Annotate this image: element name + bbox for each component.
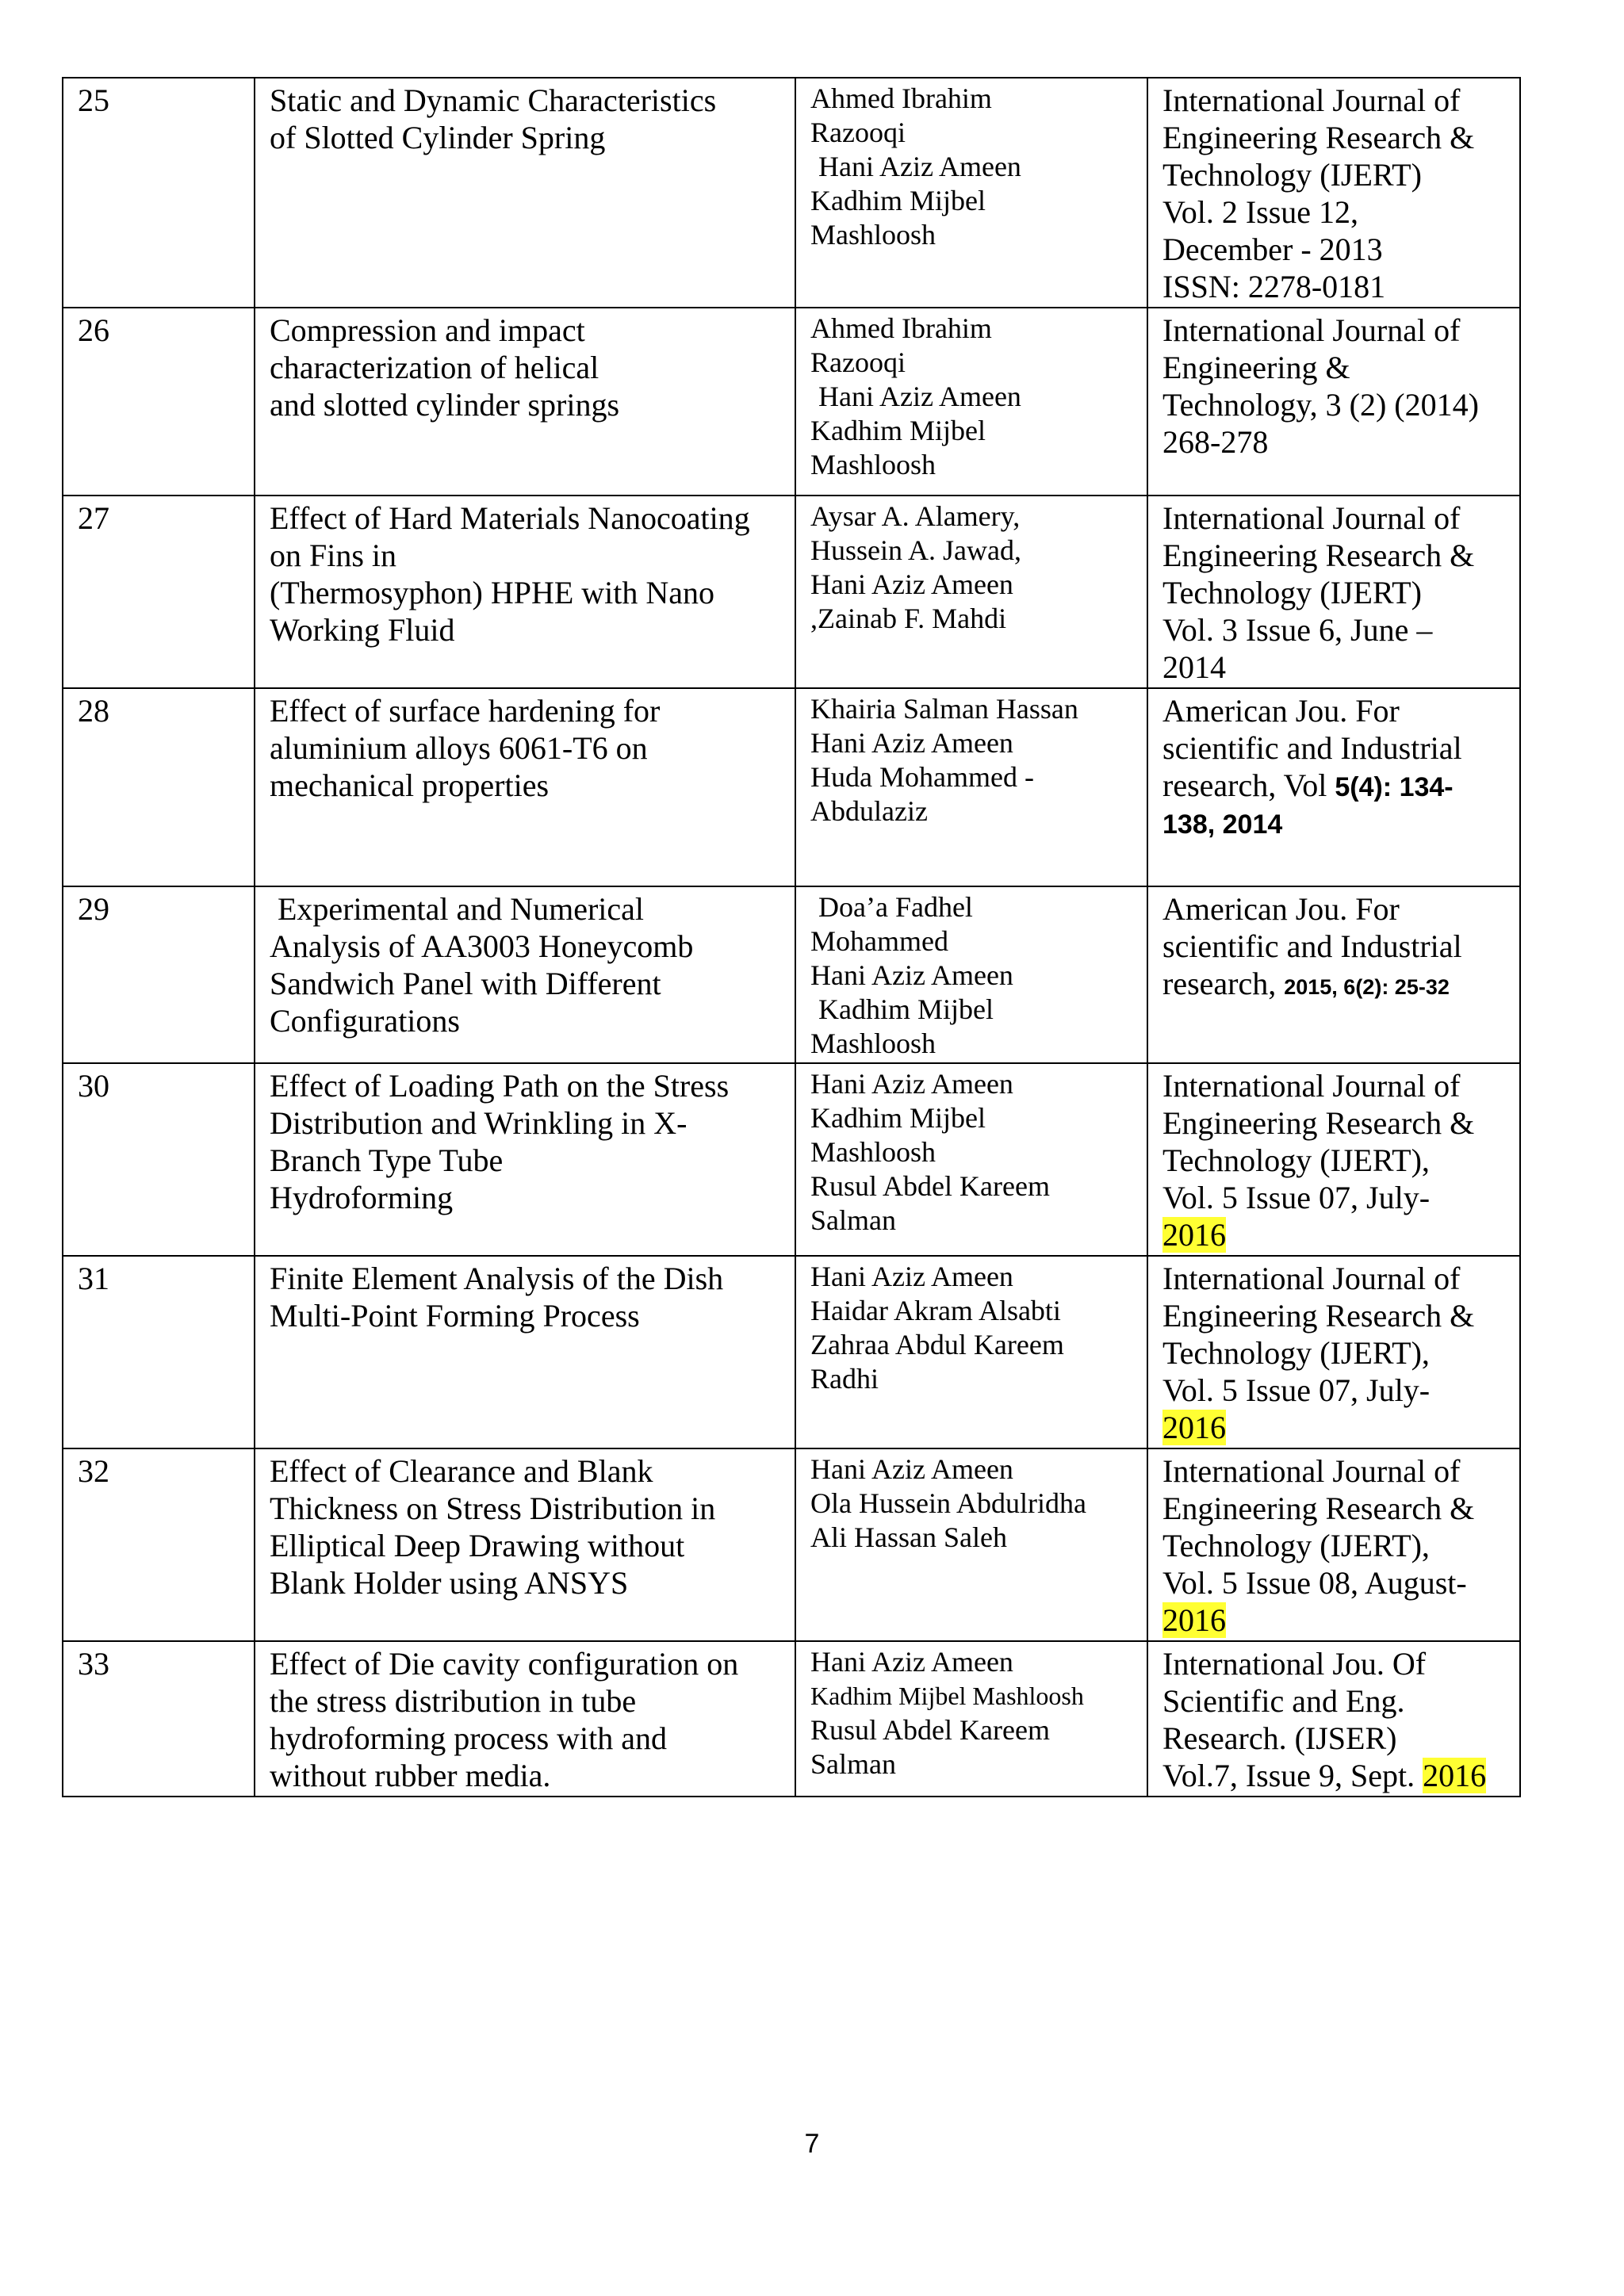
paper-title: Effect of Clearance and Blank Thickness on Stress Distribution in Elliptical Deep Drawing without Blank Holder using ANSYS bbox=[255, 1448, 795, 1641]
row-number: 25 bbox=[63, 78, 255, 308]
paper-authors: Khairia Salman Hassan Hani Aziz Ameen Huda Mohammed - Abdulaziz bbox=[795, 688, 1147, 886]
journal-info: International Journal of Engineering Research & Technology (IJERT) Vol. 2 Issue 12, December - 2013 ISSN: 2278-0181 bbox=[1147, 78, 1520, 308]
year-highlight: 2016 bbox=[1162, 1602, 1226, 1638]
paper-authors: Ahmed Ibrahim Razooqi Hani Aziz Ameen Kadhim Mijbel Mashloosh bbox=[795, 308, 1147, 496]
table-row bbox=[63, 886, 1520, 1063]
journal-info: International Journal of Engineering & Technology, 3 (2) (2014) 268-278 bbox=[1147, 308, 1520, 496]
paper-authors: Ahmed Ibrahim Razooqi Hani Aziz Ameen Kadhim Mijbel Mashloosh bbox=[795, 78, 1147, 308]
journal-info: International Journal of Engineering Research & Technology (IJERT), Vol. 5 Issue 07, July- 2016 bbox=[1147, 1063, 1520, 1256]
journal-info: International Jou. Of Scientific and Eng. Research. (IJSER) Vol.7, Issue 9, Sept. 2016 bbox=[1147, 1641, 1520, 1797]
row-number: 28 bbox=[63, 688, 255, 886]
table-row bbox=[63, 688, 1520, 886]
paper-authors: Hani Aziz Ameen Ola Hussein Abdulridha Ali Hassan Saleh bbox=[795, 1448, 1147, 1641]
paper-authors: Doa’a Fadhel Mohammed Hani Aziz Ameen Kadhim Mijbel Mashloosh bbox=[795, 886, 1147, 1063]
table-row bbox=[63, 1256, 1520, 1448]
paper-title: Effect of Hard Materials Nanocoating on Fins in (Thermosyphon) HPHE with Nano Working Fluid bbox=[255, 496, 795, 688]
journal-info: International Journal of Engineering Research & Technology (IJERT), Vol. 5 Issue 07, July- 2016 bbox=[1147, 1256, 1520, 1448]
page-number: 7 bbox=[804, 2129, 820, 2159]
paper-title: Compression and impact characterization of helical and slotted cylinder springs bbox=[255, 308, 795, 496]
paper-title: Effect of surface hardening for aluminium alloys 6061-T6 on mechanical properties bbox=[255, 688, 795, 886]
year-highlight: 2016 bbox=[1423, 1758, 1487, 1793]
paper-title: Effect of Loading Path on the Stress Distribution and Wrinkling in X- Branch Type Tube Hydroforming bbox=[255, 1063, 795, 1256]
table-row bbox=[63, 1448, 1520, 1641]
journal-info: American Jou. For scientific and Industrial research, 2015, 6(2): 25-32 bbox=[1147, 886, 1520, 1063]
paper-title: Static and Dynamic Characteristics of Slotted Cylinder Spring bbox=[255, 78, 795, 308]
table-row bbox=[63, 308, 1520, 496]
journal-info: American Jou. For scientific and Industrial research, Vol 5(4): 134- 138, 2014 bbox=[1147, 688, 1520, 886]
table-row bbox=[63, 78, 1520, 308]
row-number: 27 bbox=[63, 496, 255, 688]
row-number: 26 bbox=[63, 308, 255, 496]
paper-authors: Hani Aziz Ameen Haidar Akram Alsabti Zahraa Abdul Kareem Radhi bbox=[795, 1256, 1147, 1448]
row-number: 32 bbox=[63, 1448, 255, 1641]
paper-title: Effect of Die cavity configuration on the stress distribution in tube hydroforming process with and without rubber media. bbox=[255, 1641, 795, 1797]
journal-info: International Journal of Engineering Research & Technology (IJERT), Vol. 5 Issue 08, August- 2016 bbox=[1147, 1448, 1520, 1641]
row-number: 31 bbox=[63, 1256, 255, 1448]
row-number: 33 bbox=[63, 1641, 255, 1797]
journal-info: International Journal of Engineering Research & Technology (IJERT) Vol. 3 Issue 6, June – 2014 bbox=[1147, 496, 1520, 688]
table-row bbox=[63, 496, 1520, 688]
paper-title: Finite Element Analysis of the Dish Multi-Point Forming Process bbox=[255, 1256, 795, 1448]
table-row bbox=[63, 1641, 1520, 1797]
year-highlight: 2016 bbox=[1162, 1410, 1226, 1445]
row-number: 29 bbox=[63, 886, 255, 1063]
row-number: 30 bbox=[63, 1063, 255, 1256]
year-highlight: 2016 bbox=[1162, 1217, 1226, 1253]
paper-authors: Hani Aziz Ameen Kadhim Mijbel Mashloosh Rusul Abdel Kareem Salman bbox=[795, 1063, 1147, 1256]
publications-table bbox=[62, 77, 1521, 1797]
paper-authors: Hani Aziz Ameen Kadhim Mijbel Mashloosh Rusul Abdel Kareem Salman bbox=[795, 1641, 1147, 1797]
paper-title: Experimental and Numerical Analysis of AA3003 Honeycomb Sandwich Panel with Different Configurations bbox=[255, 886, 795, 1063]
paper-authors: Aysar A. Alamery, Hussein A. Jawad, Hani Aziz Ameen ,Zainab F. Mahdi bbox=[795, 496, 1147, 688]
table-row bbox=[63, 1063, 1520, 1256]
